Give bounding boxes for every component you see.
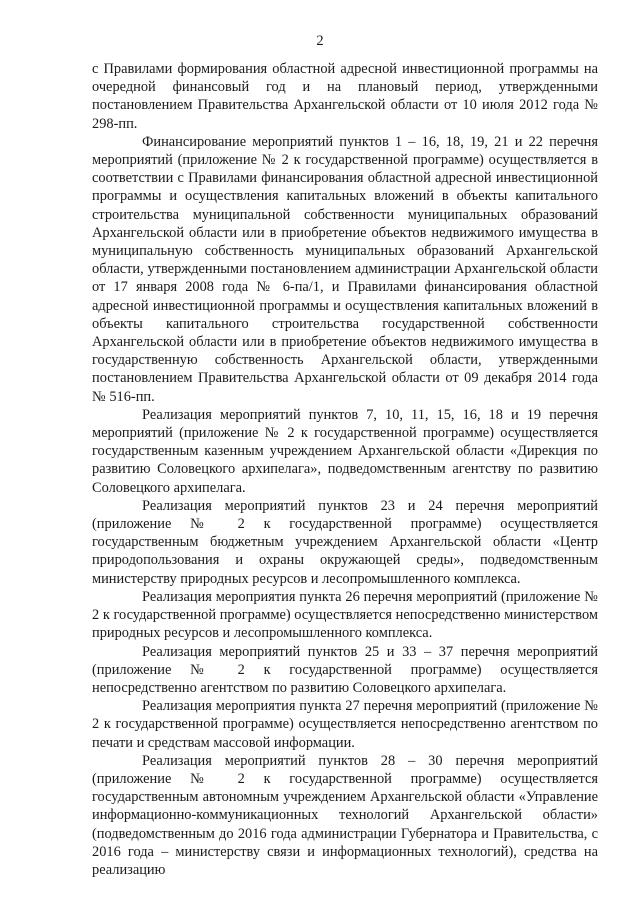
paragraph-it-administration: Реализация мероприятий пунктов 28 – 30 перечня мероприятий (приложение № 2 к государственной программе) осуществляется государственным автономным учреждением Архангельской области «Управление информационно-коммуникационных технологий Архангельской области» (подведомственным до 2016 года администрации Губернатора и Правительства, с 2016 года – министерству связи и информационных технологий), средства на реализацию xyxy=(92,752,598,878)
paragraph-financing: Финансирование мероприятий пунктов 1 – 16, 18, 19, 21 и 22 перечня мероприятий (приложение № 2 к государственной программе) осуществляется в соответствии с Правилами финансирования областной адресной инвестиционной программы и осуществления капитальных вложений в объекты капитального строительства муниципальной собственности муниципальных образований Архангельской области или в приобретение объектов недвижимого имущества в муниципальную собственность муниципальных образований Архангельской области, утвержденными постановлением администрации Архангельской области от 17 января 2008 года № 6-па/1, и Правилами финансирования областной адресной инвестиционной программы и осуществления капитальных вложений в объекты капитального строительства государственной собственности Архангельской области или в приобретение объектов недвижимого имущества в государственную собственность Архангельской области, утвержденными постановлением Правительства Архангельской области от 09 декабря 2014 года № 516-пп. xyxy=(92,133,598,405)
paragraph-nature-center: Реализация мероприятий пунктов 23 и 24 перечня мероприятий (приложение № 2 к государственной программе) осуществляется государственным бюджетным учреждением Архангельской области «Центр природопользования и охраны окружающей среды», подведомственным министерству природных ресурсов и лесопромышленного комплекса. xyxy=(92,497,598,587)
paragraph-continuation: с Правилами формирования областной адресной инвестиционной программы на очередной финансовый год и на плановый период, утвержденными постановлением Правительства Архангельской области от 10 июля 2012 года № 298-пп. xyxy=(92,61,598,132)
paragraph-solovetsky-directorate: Реализация мероприятий пунктов 7, 10, 11, 15, 16, 18 и 19 перечня мероприятий (приложение № 2 к государственной программе) осуществляется государственным казенным учреждением Архангельской области «Дирекция по развитию Соловецкого архипелага», подведомственным агентству по развитию Соловецкого архипелага. xyxy=(92,406,598,496)
document-body xyxy=(92,60,598,879)
paragraph-ministry-natural-resources: Реализация мероприятия пункта 26 перечня мероприятий (приложение № 2 к государственной программе) осуществляется непосредственно министерством природных ресурсов и лесопромышленного комплекса. xyxy=(92,588,598,642)
paragraph-solovetsky-agency: Реализация мероприятий пунктов 25 и 33 – 37 перечня мероприятий (приложение № 2 к государственной программе) осуществляется непосредственно агентством по развитию Соловецкого архипелага. xyxy=(92,643,598,696)
paragraph-press-agency: Реализация мероприятия пункта 27 перечня мероприятий (приложение № 2 к государственной программе) осуществляется непосредственно агентством по печати и средствам массовой информации. xyxy=(92,698,598,751)
page-number: 2 xyxy=(316,33,324,49)
